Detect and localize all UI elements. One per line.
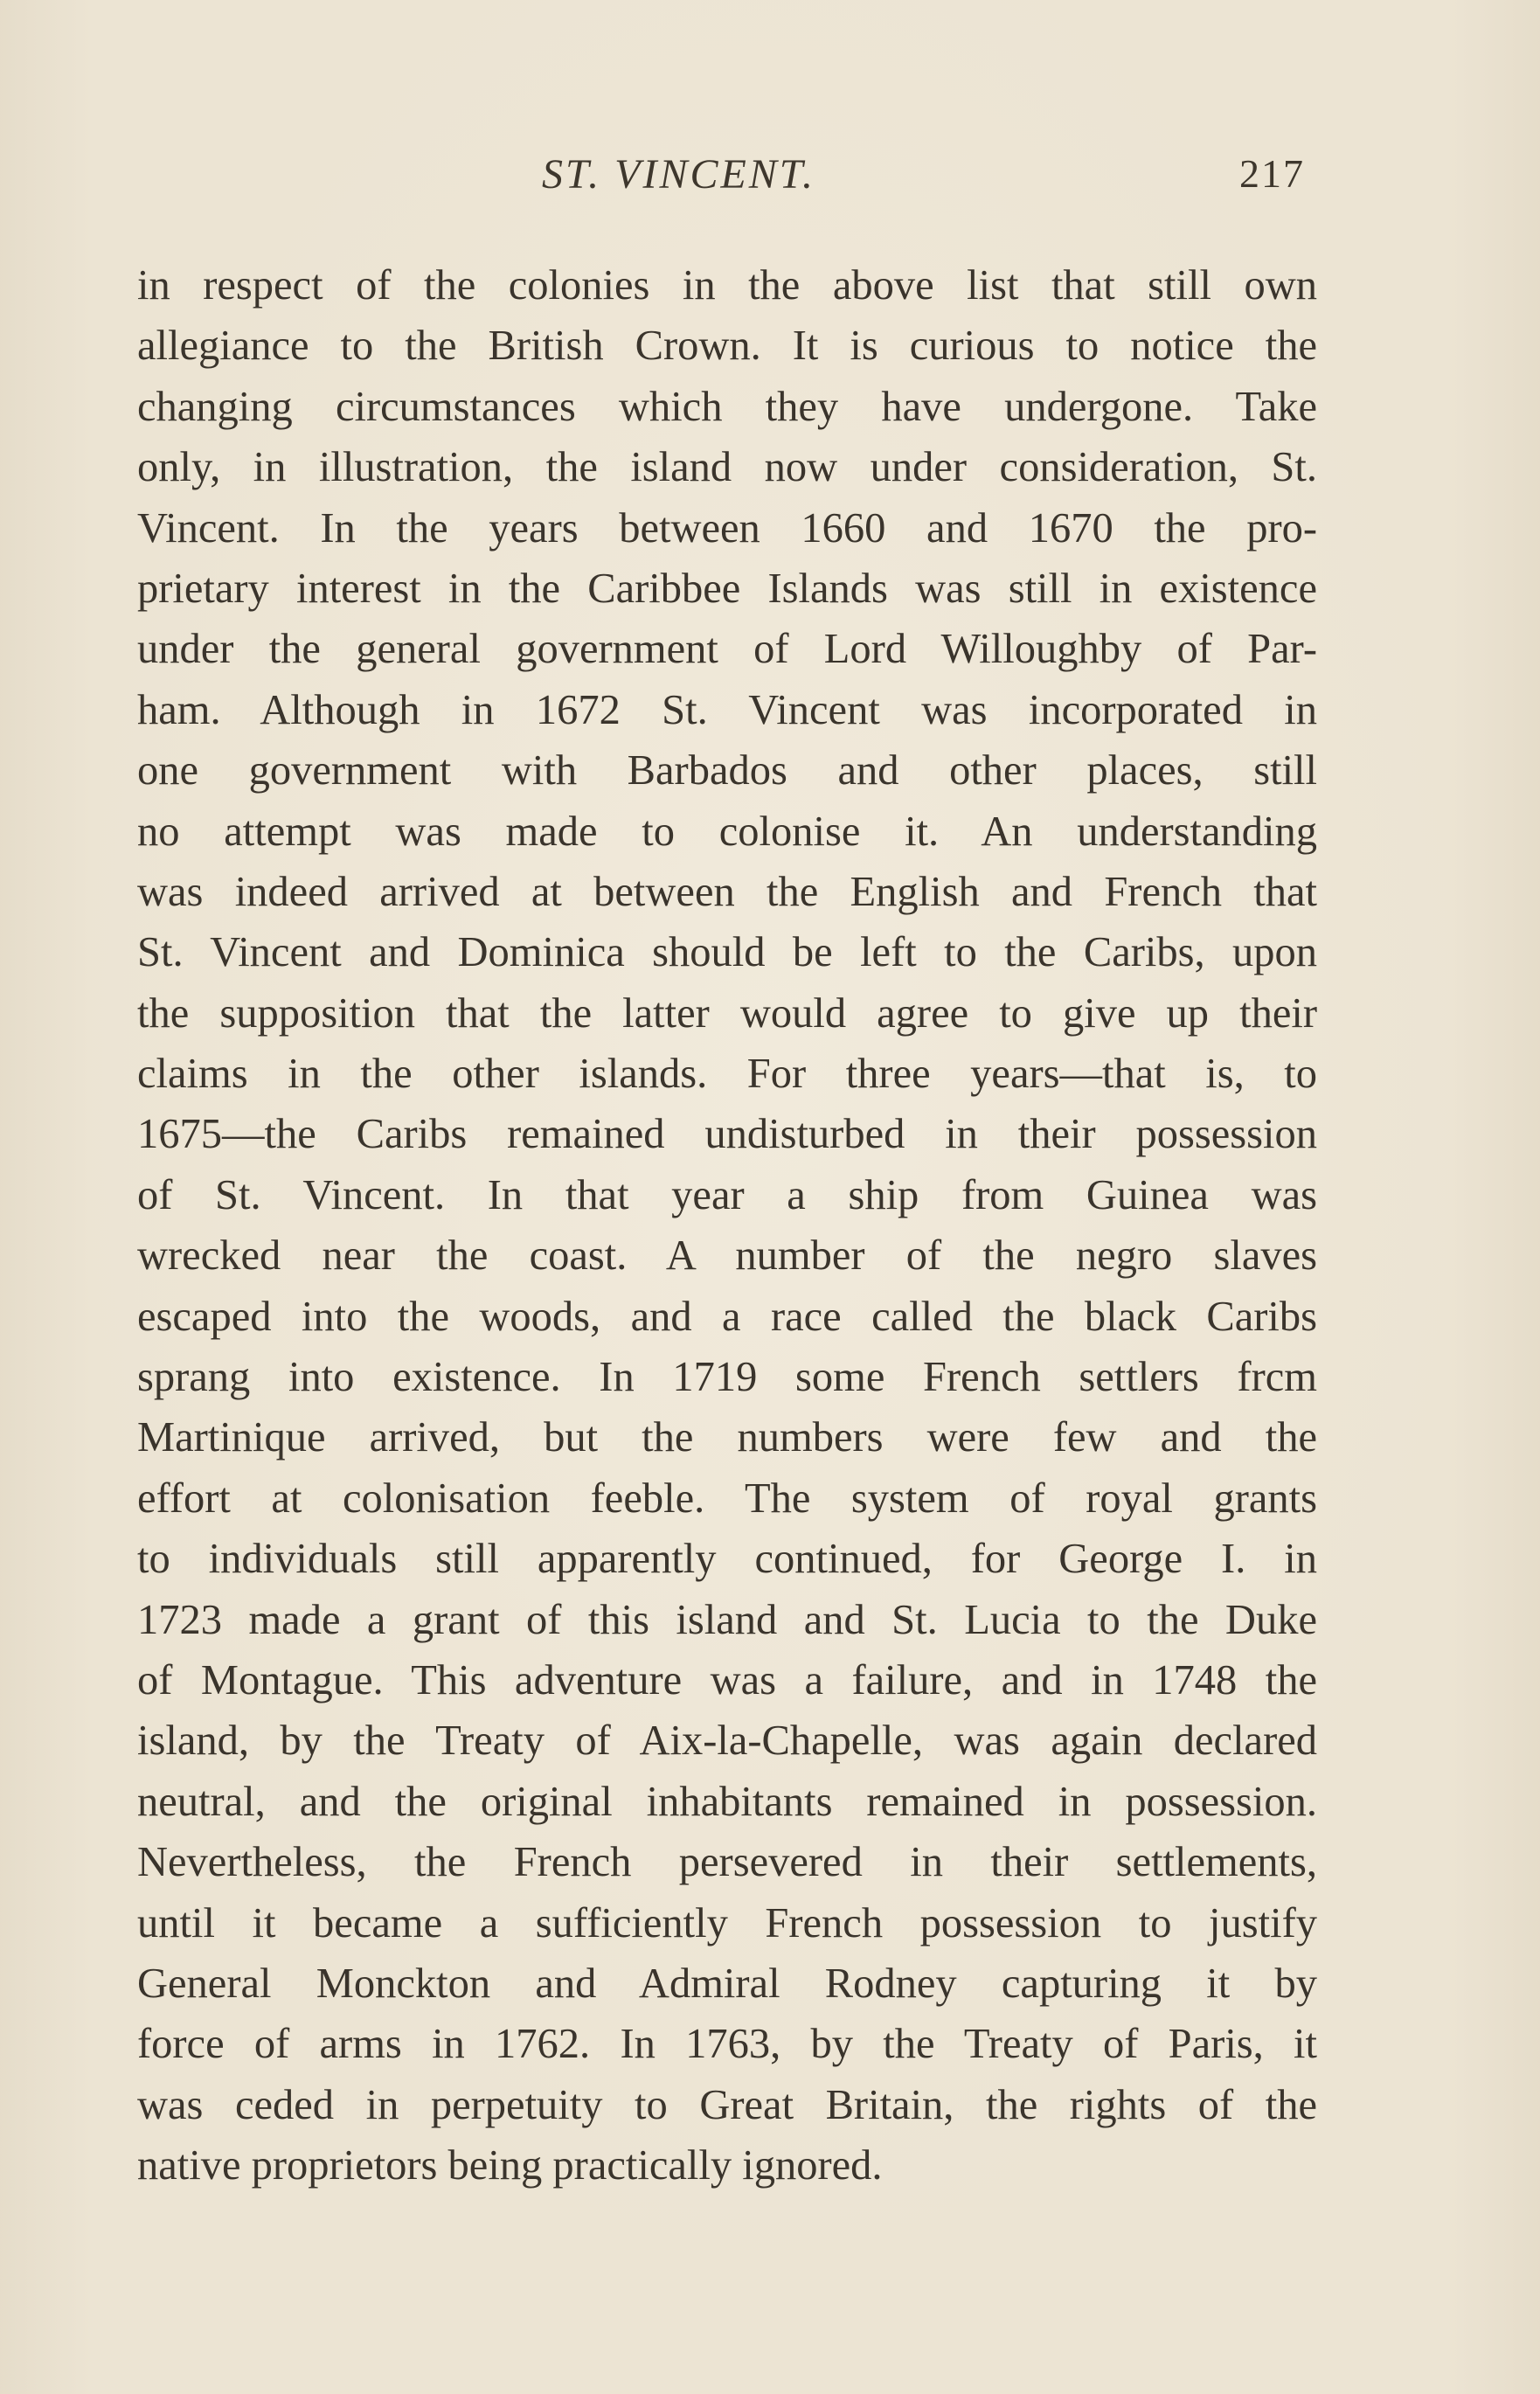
page-number: 217 [1239,151,1305,196]
text-line: ham. Although in 1672 St. Vincent was incorporated in [137,686,1317,733]
text-line: St. Vincent and Dominica should be left to the Caribs, upon [137,929,1317,976]
text-line: sprang into existence. In 1719 some French settlers frcm [137,1354,1317,1401]
text-line: one government with Barbados and other places, still [137,747,1317,795]
text-line: 1675—the Caribs remained undisturbed in their possession [137,1111,1317,1158]
text-line: the supposition that the latter would agree to give up their [137,989,1317,1037]
running-title: ST. VINCENT. [542,151,815,198]
text-line: General Monckton and Admiral Rodney capturing it by [137,1960,1317,2007]
text-line: only, in illustration, the island now under consideration, St. [137,444,1317,491]
running-head [131,150,1320,203]
text-line: Nevertheless, the French persevered in their settlements, [137,1839,1317,1886]
text-line: effort at colonisation feeble. The system of royal grants [137,1475,1317,1522]
text-line: claims in the other islands. For three years—that is, to [137,1051,1317,1098]
text-line: changing circumstances which they have undergone. Take [137,383,1317,430]
text-line: Vincent. In the years between 1660 and 1670 the pro- [137,504,1317,552]
text-line: under the general government of Lord Willoughby of Par- [137,626,1317,673]
text-line: force of arms in 1762. In 1763, by the Treaty of Paris, it [137,2021,1317,2068]
text-line: neutral, and the original inhabitants remained in possession. [137,1778,1317,1825]
text-line: native proprietors being practically ignored. [137,2142,883,2189]
text-line: prietary interest in the Caribbee Islands was still in existence [137,565,1317,612]
text-line: Martinique arrived, but the numbers were few and the [137,1414,1317,1461]
text-line: of Montague. This adventure was a failure, and in 1748 the [137,1656,1317,1704]
text-line: island, by the Treaty of Aix-la-Chapelle, was again declared [137,1717,1317,1765]
text-line: of St. Vincent. In that year a ship from Guinea was [137,1171,1317,1218]
text-line: no attempt was made to colonise it. An understanding [137,808,1317,855]
text-line: was ceded in perpetuity to Great Britain, the rights of the [137,2081,1317,2128]
text-line: was indeed arrived at between the English and French that [137,868,1317,915]
text-line: allegiance to the British Crown. It is curious to notice the [137,323,1317,370]
text-line: 1723 made a grant of this island and St. Lucia to the Duke [137,1596,1317,1643]
text-line: to individuals still apparently continued, for George I. in [137,1536,1317,1583]
text-line: until it became a sufficiently French possession to justify [137,1899,1317,1946]
text-line: wrecked near the coast. A number of the negro slaves [137,1232,1317,1280]
body-paragraph [137,255,1317,2196]
text-line: escaped into the woods, and a race called the black Caribs [137,1293,1317,1340]
text-line: in respect of the colonies in the above list that still own [137,262,1317,309]
